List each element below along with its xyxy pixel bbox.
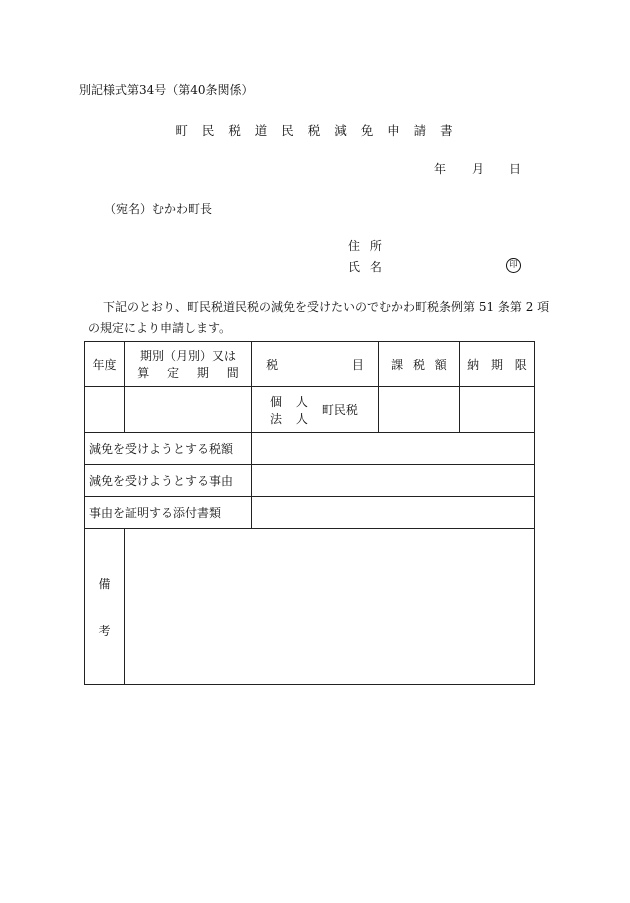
seal-mark: 印	[506, 258, 521, 273]
header-deadline: 納 期 限	[460, 342, 535, 387]
tax-item-cell	[252, 387, 379, 433]
attachments-label: 事由を証明する添付書類	[85, 497, 252, 529]
reduction-reason-label: 減免を受けようとする事由	[85, 465, 252, 497]
header-year: 年度	[85, 342, 125, 387]
reduction-amount-value[interactable]	[252, 433, 535, 465]
name-label: 氏 名	[348, 260, 382, 274]
header-row	[85, 342, 535, 387]
application-statement: 下記のとおり、町民税道民税の減免を受けたいのでむかわ町税条例第 51 条第 2 項の規定により申請します。	[88, 300, 550, 335]
deadline-cell[interactable]	[460, 387, 535, 433]
tax-name-label: 町民税	[321, 403, 358, 417]
date-day-label: 日	[509, 162, 522, 176]
form-reference: 別記様式第34号（第40条関係）	[79, 83, 254, 97]
header-tax-item	[252, 342, 379, 387]
tax-entry-row	[85, 387, 535, 433]
header-period	[125, 342, 252, 387]
remarks-char1: 備	[98, 576, 111, 591]
individual-label: 個 人	[270, 394, 308, 409]
attachments-value[interactable]	[252, 497, 535, 529]
header-tax-item-text: 税 目	[266, 357, 364, 372]
corporate-label: 法 人	[270, 411, 308, 426]
attachments-row	[85, 497, 535, 529]
remarks-row	[85, 529, 535, 685]
tax-amount-cell[interactable]	[379, 387, 460, 433]
reduction-reason-value[interactable]	[252, 465, 535, 497]
reduction-amount-label: 減免を受けようとする税額	[85, 433, 252, 465]
addressee: （宛名）むかわ町長	[104, 202, 213, 216]
remarks-value[interactable]	[125, 529, 535, 685]
document-title	[0, 121, 630, 139]
reduction-reason-row	[85, 465, 535, 497]
header-period-line1: 期別（月別）又は	[139, 349, 236, 363]
reduction-amount-row	[85, 433, 535, 465]
date-month-label: 月	[472, 162, 485, 176]
remarks-char2: 考	[98, 623, 111, 638]
header-period-line2: 算 定 期 間	[137, 366, 239, 380]
remarks-label	[85, 529, 125, 685]
address-label: 住 所	[348, 239, 382, 253]
date-year-label: 年	[434, 162, 447, 176]
period-value-cell[interactable]	[125, 387, 252, 433]
document-title-text: 町 民 税 道 民 税 減 免 申 請 書	[175, 123, 455, 138]
year-value-cell[interactable]	[85, 387, 125, 433]
application-table	[84, 341, 535, 685]
header-tax-amount: 課 税 額	[379, 342, 460, 387]
